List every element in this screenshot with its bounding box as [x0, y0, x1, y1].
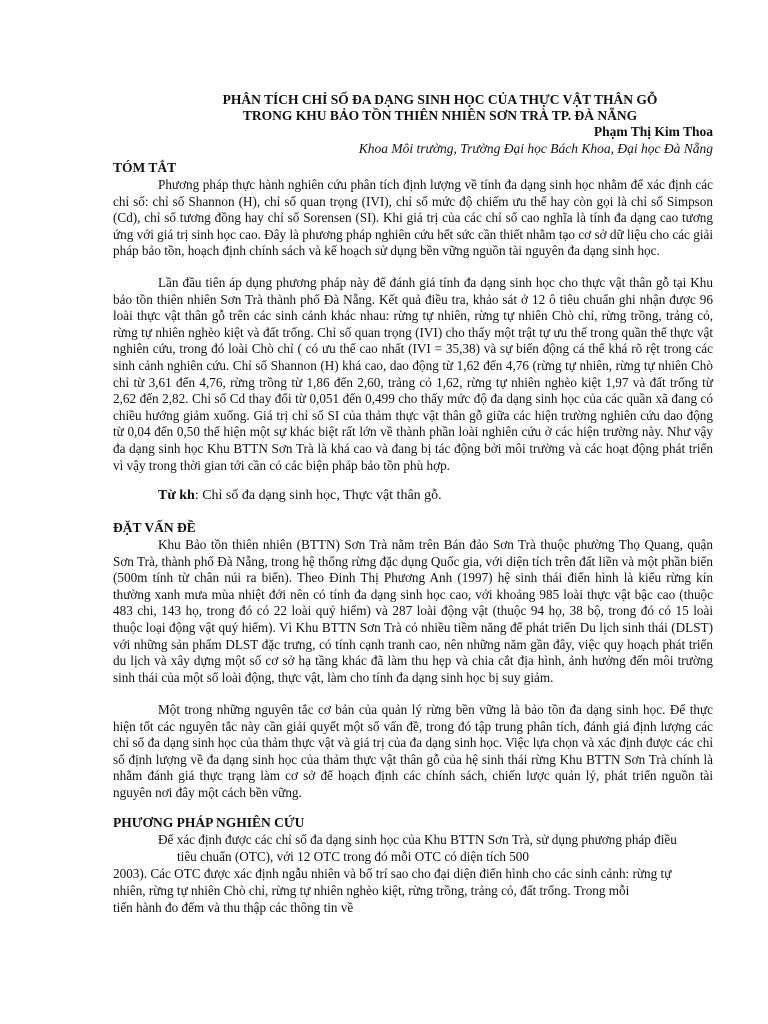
abstract-paragraph-2: Lần đầu tiên áp dụng phương pháp này để đánh giá tính đa dạng sinh học cho thực vật thân gỗ tại Khu bảo tồn thiên nhiên Sơn Trà thành phố Đà Nẵng. Kết quả điều tra, khảo sát ở 12 ô tiêu chuẩn ghi nhận được 96 loài thực vật thân gỗ trên các sinh cảnh khác nhau: rừng tự nhiên, rừng tự nhiên Chò chỉ, rừng trồng, trảng cỏ, rừng tự nhiên nghèo kiệt và đất trống. Chỉ số quan trọng (IVI) cho thấy một trật tự ưu thế trong quần thể thực vật nghiên cứu, trong đó loài Chò chỉ ( có ưu thế cao nhất (IVI = 35,38) và sự biến động cá thể khá rõ rệt trong các sinh cảnh nghiên cứu. Chỉ số Shannon (H) khá cao, dao động từ 1,62 đến 4,76 (rừng tự nhiên, rừng tự nhiên Chò chỉ từ 3,61 đến 4,76, rừng trồng từ 1,86 đến 2,60, trảng cỏ 1,62, rừng tự nhiên nghèo kiệt 1,97 và đất trống từ 2,62 đến 2,82. Chỉ số Cd thay đổi từ 0,051 đến 0,499 cho thấy mức độ đa dạng sinh học của các quần xã đang có chiều hướng giảm xuống. Giá trị chỉ số SI của thảm thực vật thân gỗ giữa các hiện trường nghiên cứu dao động từ 0,04 đến 0,50 thể hiện một sự khác biệt rất lớn về thành phần loài nghiên cứu ở các hiện trường này. Như vậy đa dạng sinh học Khu BTTN Sơn Trà là khá cao và đang bị tác động bởi môi trường và các hoạt động phát triển vì vậy trong thời gian tới cần có các biện pháp bảo tồn phù hợp.	[113, 275, 713, 473]
author-name: Phạm Thị Kim Thoa	[593, 124, 713, 139]
introduction-heading: ĐẶT VẤN ĐỀ	[113, 520, 196, 535]
paper-title-line-1: PHÂN TÍCH CHỈ SỐ ĐA DẠNG SINH HỌC CỦA THỰC VẬT THÂN GỖ	[222, 92, 658, 107]
methods-line-3: 2003). Các OTC được xác định ngẫu nhiên và bố trí sao cho đại diện điển hình cho các sinh cảnh: rừng tự	[113, 866, 672, 881]
methods-line-1: Để xác định được các chỉ số đa dạng sinh học của Khu BTTN Sơn Trà, sử dụng phương pháp điều	[158, 832, 677, 847]
author-affiliation: Khoa Môi trường, Trường Đại học Bách Khoa, Đại học Đà Nẵng	[358, 141, 713, 156]
paper-title-line-2: TRONG KHU BẢO TỒN THIÊN NHIÊN SƠN TRÀ TP. ĐÀ NẴNG	[242, 108, 638, 123]
introduction-paragraph-1: Khu Bảo tồn thiên nhiên (BTTN) Sơn Trà nằm trên Bán đảo Sơn Trà thuộc phường Thọ Quang, quận Sơn Trà, thành phố Đà Nẵng, trong hệ thống rừng đặc dụng Quốc gia, với diện tích trên đất liền và một phần biển (500m tính từ chân núi ra biển). Theo Đinh Thị Phương Anh (1997) hệ sinh thái điển hình là kiểu rừng kín thường xanh mưa mùa nhiệt đới nên có tính đa dạng sinh học cao, với khoảng 985 loài thực vật bậc cao (thuộc 483 chi, 143 họ, trong đó có 22 loài quý hiếm) và 287 loài động vật (thuộc 94 họ, 38 bộ, trong đó có 15 loài thuộc loại động vật quý hiếm). Vì Khu BTTN Sơn Trà có nhiều tiềm năng để phát triển Du lịch sinh thái (DLST) với những sản phẩm DLST đặc trưng, có tính cạnh tranh cao, nên những năm gần đây, việc quy hoạch phát triển du lịch và xây dựng một số cơ sở hạ tầng khác đã làm thu hẹp và chia cắt địa hình, ảnh hưởng đến môi trường sinh thái của một số loài động, thực vật, làm cho tính đa dạng sinh học bị suy giảm.	[113, 537, 713, 685]
keywords	[158, 488, 442, 504]
methods-heading: PHƯƠNG PHÁP NGHIÊN CỨU	[113, 815, 305, 830]
keywords-label: Từ kh	[158, 488, 195, 503]
methods-line-2: tiêu chuẩn (OTC), với 12 OTC trong đó mỗi OTC có diện tích 500	[177, 849, 529, 864]
methods-line-4: nhiên, rừng tự nhiên Chò chỉ, rừng tự nhiên nghèo kiệt, rừng trồng, trảng cỏ, đất trống. Trong mỗi	[113, 883, 630, 898]
abstract-paragraph-1: Phương pháp thực hành nghiên cứu phân tích định lượng về tính đa dạng sinh học nhằm để xác định các chỉ số: chỉ số Shannon (H), chỉ số quan trọng (IVI), chỉ số mức độ chiếm ưu thế hay còn gọi là chỉ số Simpson (Cd), chỉ số tương đồng hay chỉ số Sorensen (SI). Khi giá trị của các chỉ số cao nghĩa là tính đa dạng cao tương ứng với giá trị sinh học cao. Đây là phương pháp nghiên cứu hết sức cần thiết nhằm tạo cơ sở dữ liệu cho các giải pháp bảo tồn, hoạch định chính sách và kế hoạch sử dụng bền vững nguồn tài nguyên đa dạng sinh học.	[113, 177, 713, 259]
methods-line-5: tiến hành đo đếm và thu thập các thông tin về	[113, 900, 354, 915]
keywords-text: : Chỉ số đa dạng sinh học, Thực vật thân gỗ.	[194, 488, 442, 503]
introduction-paragraph-2: Một trong những nguyên tắc cơ bản của quản lý rừng bền vững là bảo tồn đa dạng sinh học. Để thực hiện tốt các nguyên tắc này cần giải quyết một số vấn đề, trong đó tập trung phân tích, đánh giá định lượng các chỉ số đa dạng sinh học của thảm thực vật và giá trị của đa dạng sinh học. Việc lựa chọn và xác định được các chỉ số định lượng về đa dạng sinh học của thảm thực vật thân gỗ của hệ sinh thái rừng Khu BTTN Sơn Trà chính là nhằm đánh giá thực trạng làm cơ sở để hoạch định các chính sách, chiến lược quản lý, phát triển nguồn tài nguyên nơi đây một cách bền vững.	[113, 702, 713, 800]
abstract-heading: TÓM TẮT	[113, 160, 177, 175]
